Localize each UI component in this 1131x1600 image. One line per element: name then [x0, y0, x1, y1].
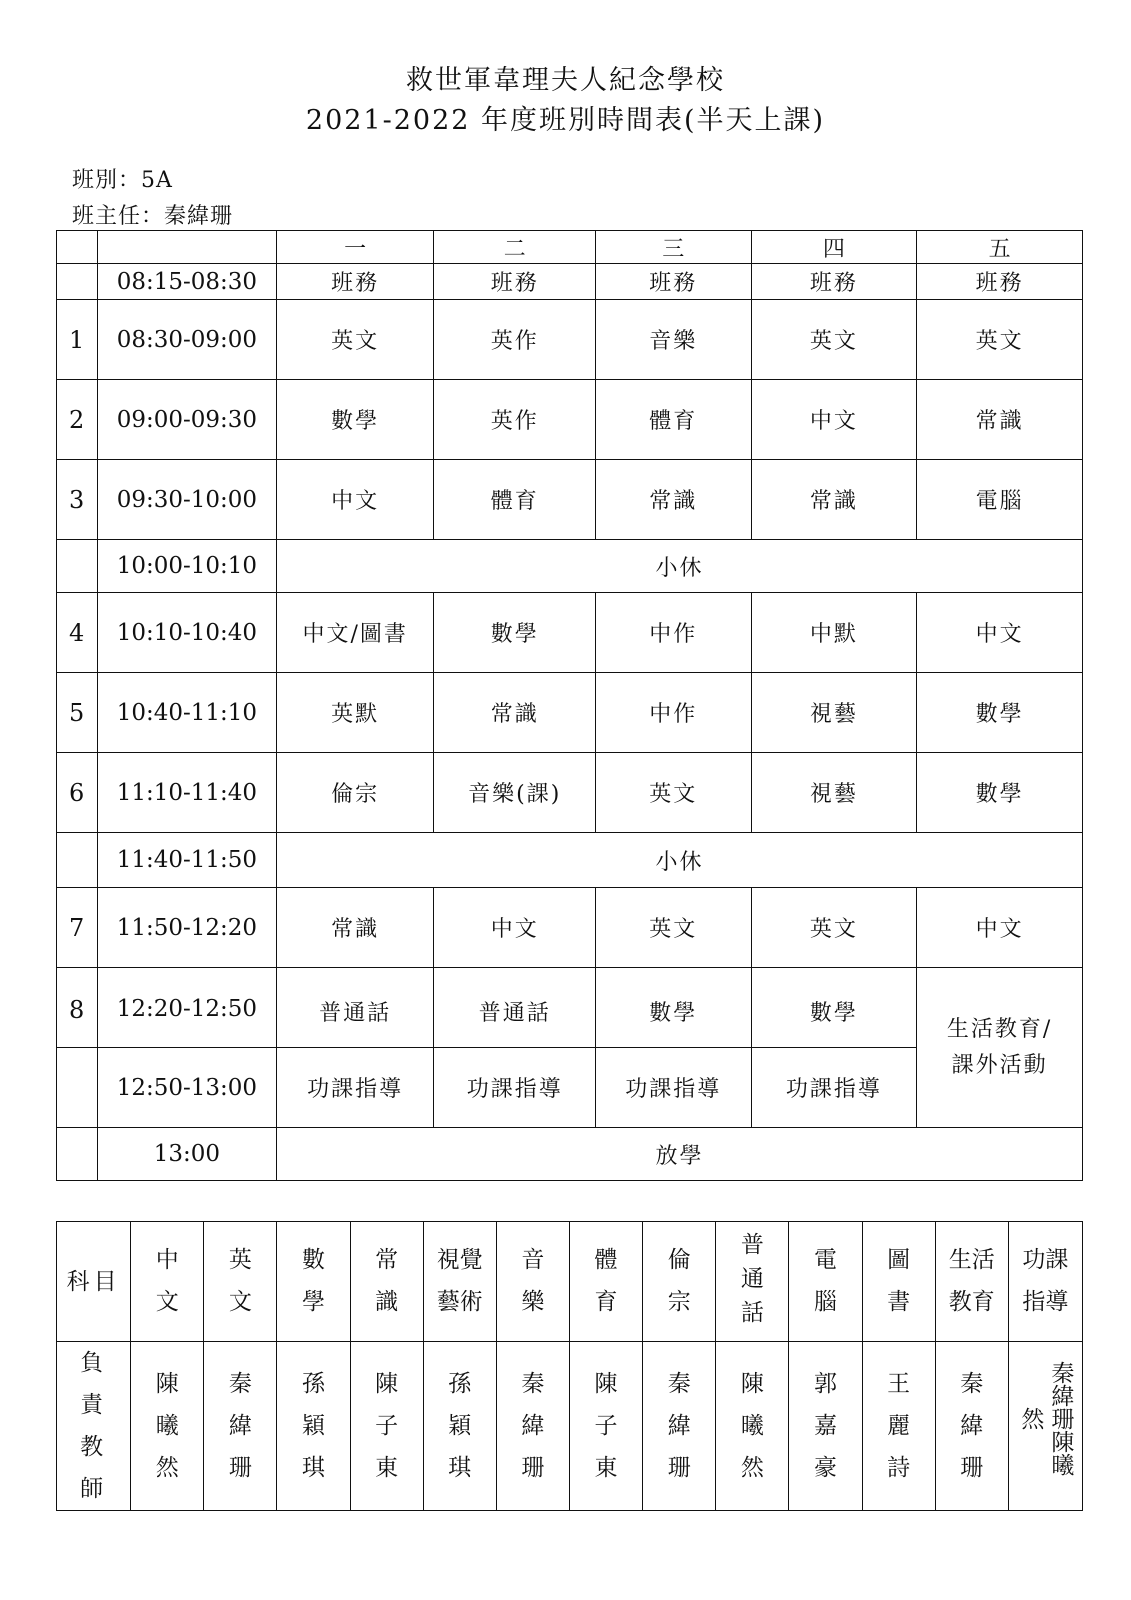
subject-cell: 數學 [596, 968, 751, 1048]
teacher-name: 陳曦然 [131, 1342, 204, 1511]
subject-cell: 中文 [276, 460, 434, 540]
subject-name: 圖書 [862, 1222, 935, 1342]
subject-cell: 功課指導 [751, 1048, 917, 1128]
period-row [57, 888, 1083, 968]
class-label: 班別：5A [72, 168, 173, 193]
subject-cell: 視藝 [751, 753, 917, 833]
subject-cell: 常識 [434, 673, 596, 753]
teacher-name: 王麗詩 [862, 1342, 935, 1511]
period-time: 10:00-10:10 [97, 540, 276, 593]
subject-cell: 中作 [596, 673, 751, 753]
subject-name: 常識 [350, 1222, 423, 1342]
teacher-name: 孫穎琪 [277, 1342, 350, 1511]
period-number: 2 [57, 380, 98, 460]
break-row [57, 540, 1083, 593]
day-header: 三 [596, 231, 751, 264]
break-row [57, 833, 1083, 888]
subject-name: 視覺藝術 [423, 1222, 496, 1342]
period-row [57, 968, 1083, 1048]
day-header: 四 [751, 231, 917, 264]
period-time: 11:10-11:40 [97, 753, 276, 833]
period-row [57, 380, 1083, 460]
subject-name: 體育 [569, 1222, 642, 1342]
subject-cell: 普通話 [434, 968, 596, 1048]
period-time: 09:00-09:30 [97, 380, 276, 460]
teacher-name: 陳子東 [569, 1342, 642, 1511]
subject-name: 生活教育 [935, 1222, 1008, 1342]
timetable [56, 230, 1083, 1181]
period-time: 13:00 [97, 1128, 276, 1181]
subject-cell: 體育 [596, 380, 751, 460]
subject-cell: 數學 [917, 753, 1083, 833]
period-time: 10:40-11:10 [97, 673, 276, 753]
period-time: 12:50-13:00 [97, 1048, 276, 1128]
subject-cell: 英文 [596, 753, 751, 833]
subject-name: 中文 [131, 1222, 204, 1342]
subject-cell: 數學 [434, 593, 596, 673]
period-row [57, 593, 1083, 673]
subject-cell: 英文 [596, 888, 751, 968]
subject-cell: 英文 [751, 888, 917, 968]
dismiss-label: 放學 [276, 1128, 1082, 1181]
subject-cell: 中默 [751, 593, 917, 673]
homeroom-row [57, 264, 1083, 300]
subject-cell: 功課指導 [596, 1048, 751, 1128]
subject-name: 音樂 [496, 1222, 569, 1342]
subject-row [57, 1222, 1083, 1342]
subject-cell: 中文 [917, 888, 1083, 968]
break-label: 小休 [276, 833, 1082, 888]
subject-cell: 班務 [917, 264, 1083, 300]
period-time: 08:30-09:00 [97, 300, 276, 380]
subject-cell: 中文 [434, 888, 596, 968]
teacher-name: 秦緯珊 [935, 1342, 1008, 1511]
subject-cell: 視藝 [751, 673, 917, 753]
period-row [57, 300, 1083, 380]
subject-cell: 班務 [276, 264, 434, 300]
subject-cell: 常識 [596, 460, 751, 540]
timetable-subtitle: 2021-2022 年度班別時間表(半天上課) [305, 105, 826, 136]
day-header: 一 [276, 231, 434, 264]
subject-cell: 英文 [917, 300, 1083, 380]
period-number [57, 833, 98, 888]
subject-cell: 數學 [917, 673, 1083, 753]
subject-name: 倫宗 [643, 1222, 716, 1342]
subject-cell: 英文 [276, 300, 434, 380]
corner-cell [57, 231, 98, 264]
teacher-name: 孫穎琪 [423, 1342, 496, 1511]
subject-name: 英文 [204, 1222, 277, 1342]
teacher-name: 秦緯珊 [643, 1342, 716, 1511]
subject-cell: 數學 [276, 380, 434, 460]
time-header-cell [97, 231, 276, 264]
period-time: 11:40-11:50 [97, 833, 276, 888]
subject-cell: 常識 [276, 888, 434, 968]
subject-cell: 功課指導 [434, 1048, 596, 1128]
period-row [57, 460, 1083, 540]
period-number: 1 [57, 300, 98, 380]
subject-name: 數學 [277, 1222, 350, 1342]
period-number [57, 1048, 98, 1128]
subject-cell: 普通話 [276, 968, 434, 1048]
period-number [57, 264, 98, 300]
friday-merged-cell: 生活教育/課外活動 [917, 968, 1083, 1128]
subject-name: 電腦 [789, 1222, 862, 1342]
day-header: 二 [434, 231, 596, 264]
teacher-name: 陳曦然 [716, 1342, 789, 1511]
subject-cell: 數學 [751, 968, 917, 1048]
period-number: 6 [57, 753, 98, 833]
subject-cell: 中文 [917, 593, 1083, 673]
period-number: 3 [57, 460, 98, 540]
school-name: 救世軍韋理夫人紀念學校 [406, 65, 725, 96]
period-row [57, 753, 1083, 833]
period-number [57, 540, 98, 593]
teacher-row [57, 1342, 1083, 1511]
period-number: 4 [57, 593, 98, 673]
subject-cell: 班務 [434, 264, 596, 300]
period-number [57, 1128, 98, 1181]
dismiss-row [57, 1128, 1083, 1181]
period-time: 12:20-12:50 [97, 968, 276, 1048]
subject-cell: 音樂 [596, 300, 751, 380]
subject-cell: 常識 [917, 380, 1083, 460]
period-row [57, 673, 1083, 753]
subject-cell: 功課指導 [276, 1048, 434, 1128]
subject-cell: 中文 [751, 380, 917, 460]
subject-cell: 班務 [751, 264, 917, 300]
subject-cell: 體育 [434, 460, 596, 540]
subject-cell: 英默 [276, 673, 434, 753]
subject-cell: 班務 [596, 264, 751, 300]
subject-cell: 倫宗 [276, 753, 434, 833]
period-time: 09:30-10:00 [97, 460, 276, 540]
subject-cell: 英文 [751, 300, 917, 380]
teacher-name-pair: 秦緯珊陳曦然 [1008, 1342, 1082, 1511]
subject-row-label: 科目 [57, 1222, 131, 1342]
day-header: 五 [917, 231, 1083, 264]
subject-cell: 電腦 [917, 460, 1083, 540]
period-time: 10:10-10:40 [97, 593, 276, 673]
subject-cell: 中文/圖書 [276, 593, 434, 673]
subject-cell: 英作 [434, 380, 596, 460]
day-header-row [57, 231, 1083, 264]
period-number: 7 [57, 888, 98, 968]
teacher-name: 秦緯珊 [496, 1342, 569, 1511]
period-number: 5 [57, 673, 98, 753]
subject-cell: 常識 [751, 460, 917, 540]
period-time: 08:15-08:30 [97, 264, 276, 300]
subject-cell: 音樂(課) [434, 753, 596, 833]
subject-cell: 中作 [596, 593, 751, 673]
subject-cell: 英作 [434, 300, 596, 380]
period-number: 8 [57, 968, 98, 1048]
subject-teacher-table [56, 1221, 1083, 1511]
subject-name: 普通話 [716, 1222, 789, 1342]
teacher-name: 陳子東 [350, 1342, 423, 1511]
break-label: 小休 [276, 540, 1082, 593]
subject-name: 功課指導 [1008, 1222, 1082, 1342]
period-time: 11:50-12:20 [97, 888, 276, 968]
teacher-name: 秦緯珊 [204, 1342, 277, 1511]
teacher-name: 郭嘉豪 [789, 1342, 862, 1511]
class-teacher-label: 班主任：秦緯珊 [72, 204, 234, 229]
teacher-row-label: 負責教師 [57, 1342, 131, 1511]
